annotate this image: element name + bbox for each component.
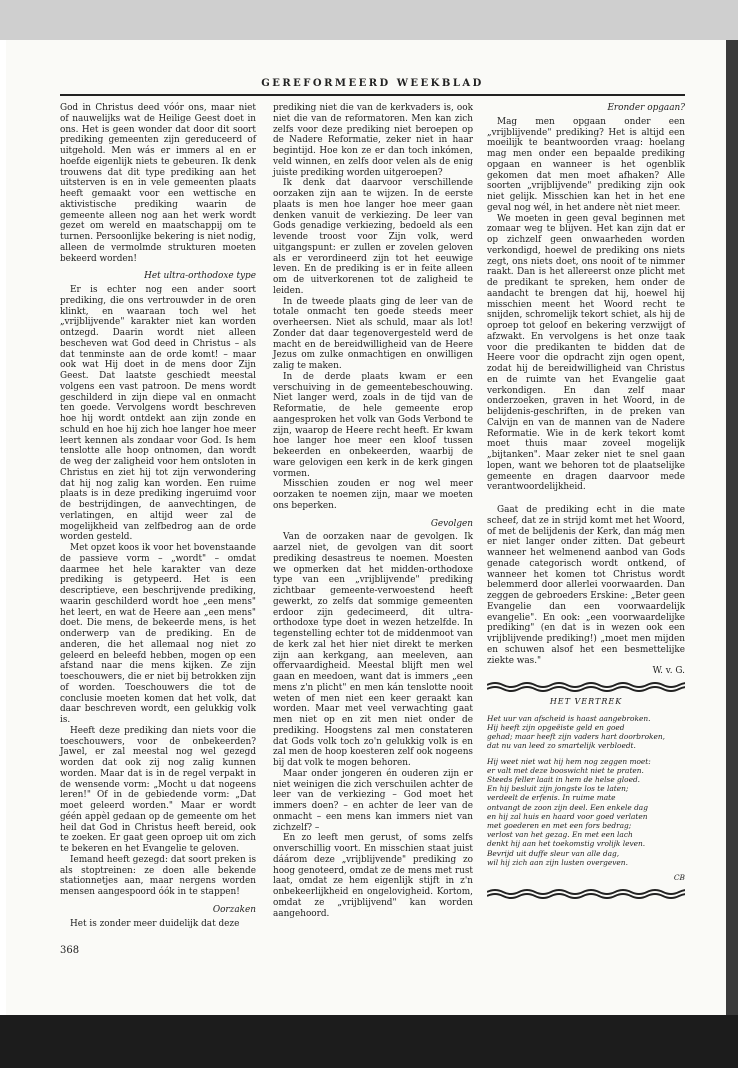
- subheading: Eronder opgaan?: [607, 103, 685, 113]
- paragraph: Heeft deze prediking dan niets voor die toeschouwers, voor de onbekeerden? Jawel, er zal meestal nog wel gezegd worden dat ook zij nog zalig kunnen worden. Maar dat is in de regel verpakt in de wensende vorm: „Mocht u dat nogeens leren!" Of in de gebiedende vorm: „Dat moet geleerd worden." Maar er wordt géén appèl gedaan op de gemeente om het heil dat God in Christus heeft bereid, ook te zoeken. Er gaat geen oproep uit om zich te bekeren en het Evangelie te geloven.: [60, 725, 256, 854]
- paragraph: We moeten in geen geval beginnen met zomaar weg te blijven. Het kan zijn dat er op zichzelf geen onwaarheden worden verkondigd, hoewel de prediking ons niets zegt, ons niets doet, ons nooit of te nimmer raakt. Dan is het allereerst onze plicht met de predikant te spreken, hem onder de aandacht te brengen dat hij, hoewel hij misschien meent het Woord recht te snijden, schromelijk tekort schiet, als hij de oproep tot geloof en bekering verzwijgt of afzwakt. En vervolgens is het onze taak voor die predikanten te bidden dat de Heere voor die opdracht zijn ogen opent, zodat hij de bereidwilligheid van Christus en de ruimte van het Evangelie gaat verkondigen. En dan zelf maar onderzoeken, graven in het Woord, in de belijdenis-geschriften, in de preken van Calvijn en van de mannen van de Nadere Reformatie. Wie in de kerk tekort komt moet thuis maar zoveel mogelijk „bijtanken". Maar zeker niet te snel gaan lopen, want we behoren tot de plaatselijke gemeente en dragen daarvoor mede verantwoordelijkheid.: [487, 213, 685, 493]
- paragraph: Van de oorzaken naar de gevolgen. Ik aarzel niet, de gevolgen van dit soort prediking desastreus te noemen. Moesten we opmerken dat het midden-orthodoxe type van een „vrijblijvende" prediking zichtbaar gemeente-verwoestend heeft gewerkt, zo zelfs dat sommige gemeenten erdoor zijn gedecimeerd, dit ultra-orthodoxe type doet in wezen hetzelfde. In tegenstelling echter tot de middenmoot van de kerk zal het hier niet direkt te merken zijn aan kerkgang, aan meeleven, aan offervaardigheid. Meestal blijft men wel gaan en meedoen, want dat is immers „een mens z'n plicht" en men kán tenslotte nooit weten of men niet een keer geraakt kan worden. Maar met veel verwachting gaat men niet op en zit men niet onder de prediking. Hoogstens zal men constateren dat Gods volk toch zo'n gelukkig volk is en zal men de hoop koesteren zelf ook nogeens bij dat volk te mogen behoren.: [273, 532, 473, 768]
- poem-line: verlost van het gezag. En met een lach: [487, 830, 633, 840]
- wave-divider-bottom: [487, 888, 685, 900]
- paragraph: Er is echter nog een ander soort prediking, die ons vertrouwder in de oren klinkt, en waaraan toch wel het „vrijblijvende" karakter niet kan worden ontzegd. Daarin wordt niet alleen bescheven wat God deed in Christus – als dat tenminste aan de orde komt! – maar ook wat Hij doet in de mens door Zijn Geest. Dat laatste geschiedt meestal volgens een vast patroon. De mens wordt geschilderd in zijn diepe val en onmacht ten goede. Vervolgens wordt beschreven hoe hij wordt ontdekt aan zijn zonde en schuld en hoe hij zich hoe langer hoe meer leert kennen als zondaar voor God. Is hem tenslotte alle hoop ontnomen, dan wordt de weg der zaligheid voor hem ontsloten in Christus en ziet hij tot zijn verwondering dat hij nog zalig kan worden. Een ruime plaats is in deze prediking ingeruimd voor de bestrijdingen, de aanvechtingen, de verlatingen, en altijd weer zal de mogelijkheid van zelfbedrog aan de orde worden gesteld.: [60, 285, 256, 543]
- author-signature: W. v. G.: [652, 666, 685, 677]
- poem-line: en hij zal huis en haard voor goed verlaten: [487, 811, 648, 821]
- poem-line: Bevrijd uit duffe sleur van alle dag,: [487, 848, 620, 858]
- paragraph: Maar onder jongeren én ouderen zijn er niet weinigen die zich verschuilen achter de leer van de verkiezing – God moet het immers doen? – en achter de leer van de onmacht – een mens kan immers niet van zichzelf? –: [273, 768, 473, 833]
- column-3: [487, 103, 685, 904]
- paragraph: Misschien zouden er nog wel meer oorzaken te noemen zijn, maar we moeten ons beperken.: [273, 479, 473, 511]
- poem-stanza-2: [487, 757, 685, 867]
- paragraph: Iemand heeft gezegd: dat soort preken is als stoptreinen: ze doen alle bekende stationnetjes aan, maar nergens worden mensen aangespoord óók in te stappen!: [60, 854, 256, 897]
- poem-title: HET VERTREK: [549, 697, 623, 706]
- poem-line: denkt hij aan het toekomstig vrolijk leven.: [487, 839, 646, 849]
- paragraph: Het is zonder meer duidelijk dat deze: [70, 918, 240, 929]
- scan-top-border: [0, 0, 738, 40]
- poem-line: Hij heeft zijn opgeëiste geld en goed: [487, 722, 625, 732]
- paragraph: prediking niet die van de kerkvaders is, ook niet die van de reformatoren. Men kan zich zelfs voor deze prediking niet beroepen op de Nadere Reformatie, zeker niet in haar begintijd. Hoe kon ze er dan toch inkómen, veld winnen, en zelfs door velen als de enig juiste prediking worden uitgeroepen?: [273, 103, 473, 178]
- poem-line: verdeelt de erfenis. In ruime mate: [487, 793, 616, 803]
- page-header-title: GEREFORMEERD WEEKBLAD: [261, 78, 484, 89]
- poem-signature: CB: [673, 873, 685, 882]
- poem-stanza-1: [487, 714, 685, 751]
- paragraph: En zo leeft men gerust, of soms zelfs onverschillig voort. En misschien staat juist dáárom deze „vrijblijvende" prediking zo hoog genoteerd, omdat ze de mens met rust laat, omdat ze hem eigenlijk stijft in z'n onbekeerlijkheid en ongelovigheid. Kortom, omdat ze „vrijblijvend" kan worden aangehoord.: [273, 833, 473, 919]
- header-rule: [60, 94, 685, 96]
- paragraph: Mag men opgaan onder een „vrijblijvende" prediking? Het is altijd een moeilijk te beantwoorden vraag: hoelang mag men onder een bepaalde prediking opgaan en wanneer is het ogenblik gekomen dat men moet afhaken? Alle soorten „vrijblijvende" prediking zijn ook niet gelijk. Misschien kan het in het ene geval nog wél, in het andere nèt niet meer.: [487, 116, 685, 213]
- poem-line: Steeds feller laait in hem de helse gloed.: [487, 774, 641, 784]
- poem-line: wil hij zich aan zijn lusten overgeven.: [487, 857, 628, 867]
- paragraph: Gaat de prediking echt in die mate scheef, dat ze in strijd komt met het Woord, of met de belijdenis der Kerk, dan mág men er niet langer onder zitten. Dat gebeurt wanneer het welmenend aanbod van Gods genade categorisch wordt ontkend, of wanneer het komen tot Christus wordt belemmerd door allerlei voorwaarden. Dan zeggen de gebroeders Erskine: „Beter geen Evangelie dan een voorwaardelijk evangelie". En ook: „een voorwaardelijke prediking" (en dat is in wezen ook een vrijblijvende prediking!) „moet men mijden en schuwen alsof het een besmettelijke ziekte was.": [487, 505, 685, 666]
- paragraph: Met opzet koos ik voor het bovenstaande de passieve vorm – „wordt" – omdat daarmee het hele karakter van deze prediking is getypeerd. Het is een descriptieve, een beschrijvende prediking, waarin geschilderd wordt hoe „een mens" het leert, en wat de Heere aan „een mens" doet. Die mens, de bekeerde mens, is het onderwerp van de prediking. En de anderen, die het allemaal nog niet zo geleerd en beleefd hebben, mogen op een afstand naar die mens kijken. Ze zijn toeschouwers, die er niet bij betrokken zijn of worden. Toeschouwers die tot de conclusie moeten komen dat het volk, dat daar beschreven wordt, een gelukkig volk is.: [60, 543, 256, 725]
- poem-line: En hij besluit zijn jongste los te laten;: [487, 784, 629, 794]
- poem-line: dat nu van leed zo smartelijk verbloedt.: [487, 741, 636, 751]
- wave-divider-top: [487, 681, 685, 693]
- poem-line: Hij weet niet wat hij hem nog zeggen moet:: [487, 756, 651, 766]
- paragraph: God in Christus deed vóór ons, maar niet of nauwelijks wat de Heilige Geest doet in ons. Het is geen wonder dat door dit soort prediking gemeenten zijn gereduceerd of uitgehold. Men wás er immers al en er hoefde eigenlijk niets te gebeuren. Ik denk trouwens dat dit type prediking aan het uitsterven is en in vele gemeenten plaats heeft gemaakt voor een wettische en aktivistische prediking waarin de gemeente alleen nog aan het werk wordt gezet om wereld en maatschappij om te turnen. Persoonlijke bekering is niet nodig, alleen de vermolmde strukturen moeten bekeerd worden!: [60, 103, 256, 264]
- poem-line: met goederen en met een fors bedrag;: [487, 820, 632, 830]
- subheading: Het ultra-orthodoxe type: [144, 271, 256, 282]
- poem-line: gehad; maar heeft zijn vaders hart doorbroken,: [487, 732, 665, 742]
- scan-right-border: [726, 40, 738, 1015]
- paragraph: Ik denk dat daarvoor verschillende oorzaken zijn aan te wijzen. In de eerste plaats is men hoe langer hoe meer gaan denken vanuit de verkiezing. De leer van Gods genadige verkiezing, bedoeld als een levende troost voor Zijn volk, werd uitgangspunt: er zullen er zovelen geloven als er verordineerd zijn tot het eeuwige leven. En de prediking is er in feite alleen om de uitverkorenen tot de zaligheid te leiden.: [273, 178, 473, 296]
- spacer: [487, 493, 685, 505]
- page-number: 368: [60, 945, 80, 956]
- subheading: Gevolgen: [430, 518, 473, 529]
- column-2: [273, 103, 473, 919]
- poem-line: ontvangt de zoon zijn deel. Een enkele dag: [487, 802, 648, 812]
- column-1: [60, 103, 256, 929]
- poem-line: Het uur van afscheid is haast aangebroken.: [487, 713, 651, 723]
- poem-line: er valt met deze booswicht niet te praten.: [487, 765, 644, 775]
- scan-bottom-border: [0, 1015, 738, 1068]
- subheading: Oorzaken: [212, 904, 256, 915]
- paragraph: In de derde plaats kwam er een verschuiving in de gemeentebeschouwing. Niet langer werd, zoals in de tijd van de Reformatie, de hele gemeente erop aangesproken het volk van Gods Verbond te zijn, waarop de Heere recht heeft. Er kwam hoe langer hoe meer een kloof tussen bekeerden en onbekeerden, waarbij de ware gelovigen een kerk in de kerk gingen vormen.: [273, 371, 473, 479]
- paragraph: In de tweede plaats ging de leer van de totale onmacht ten goede steeds meer overheersen. Niet als schuld, maar als lot! Zonder dat daar tegenovergesteld werd de macht en de bereidwilligheid van de Heere Jezus om zulke onmachtigen en onwilligen zalig te maken.: [273, 296, 473, 371]
